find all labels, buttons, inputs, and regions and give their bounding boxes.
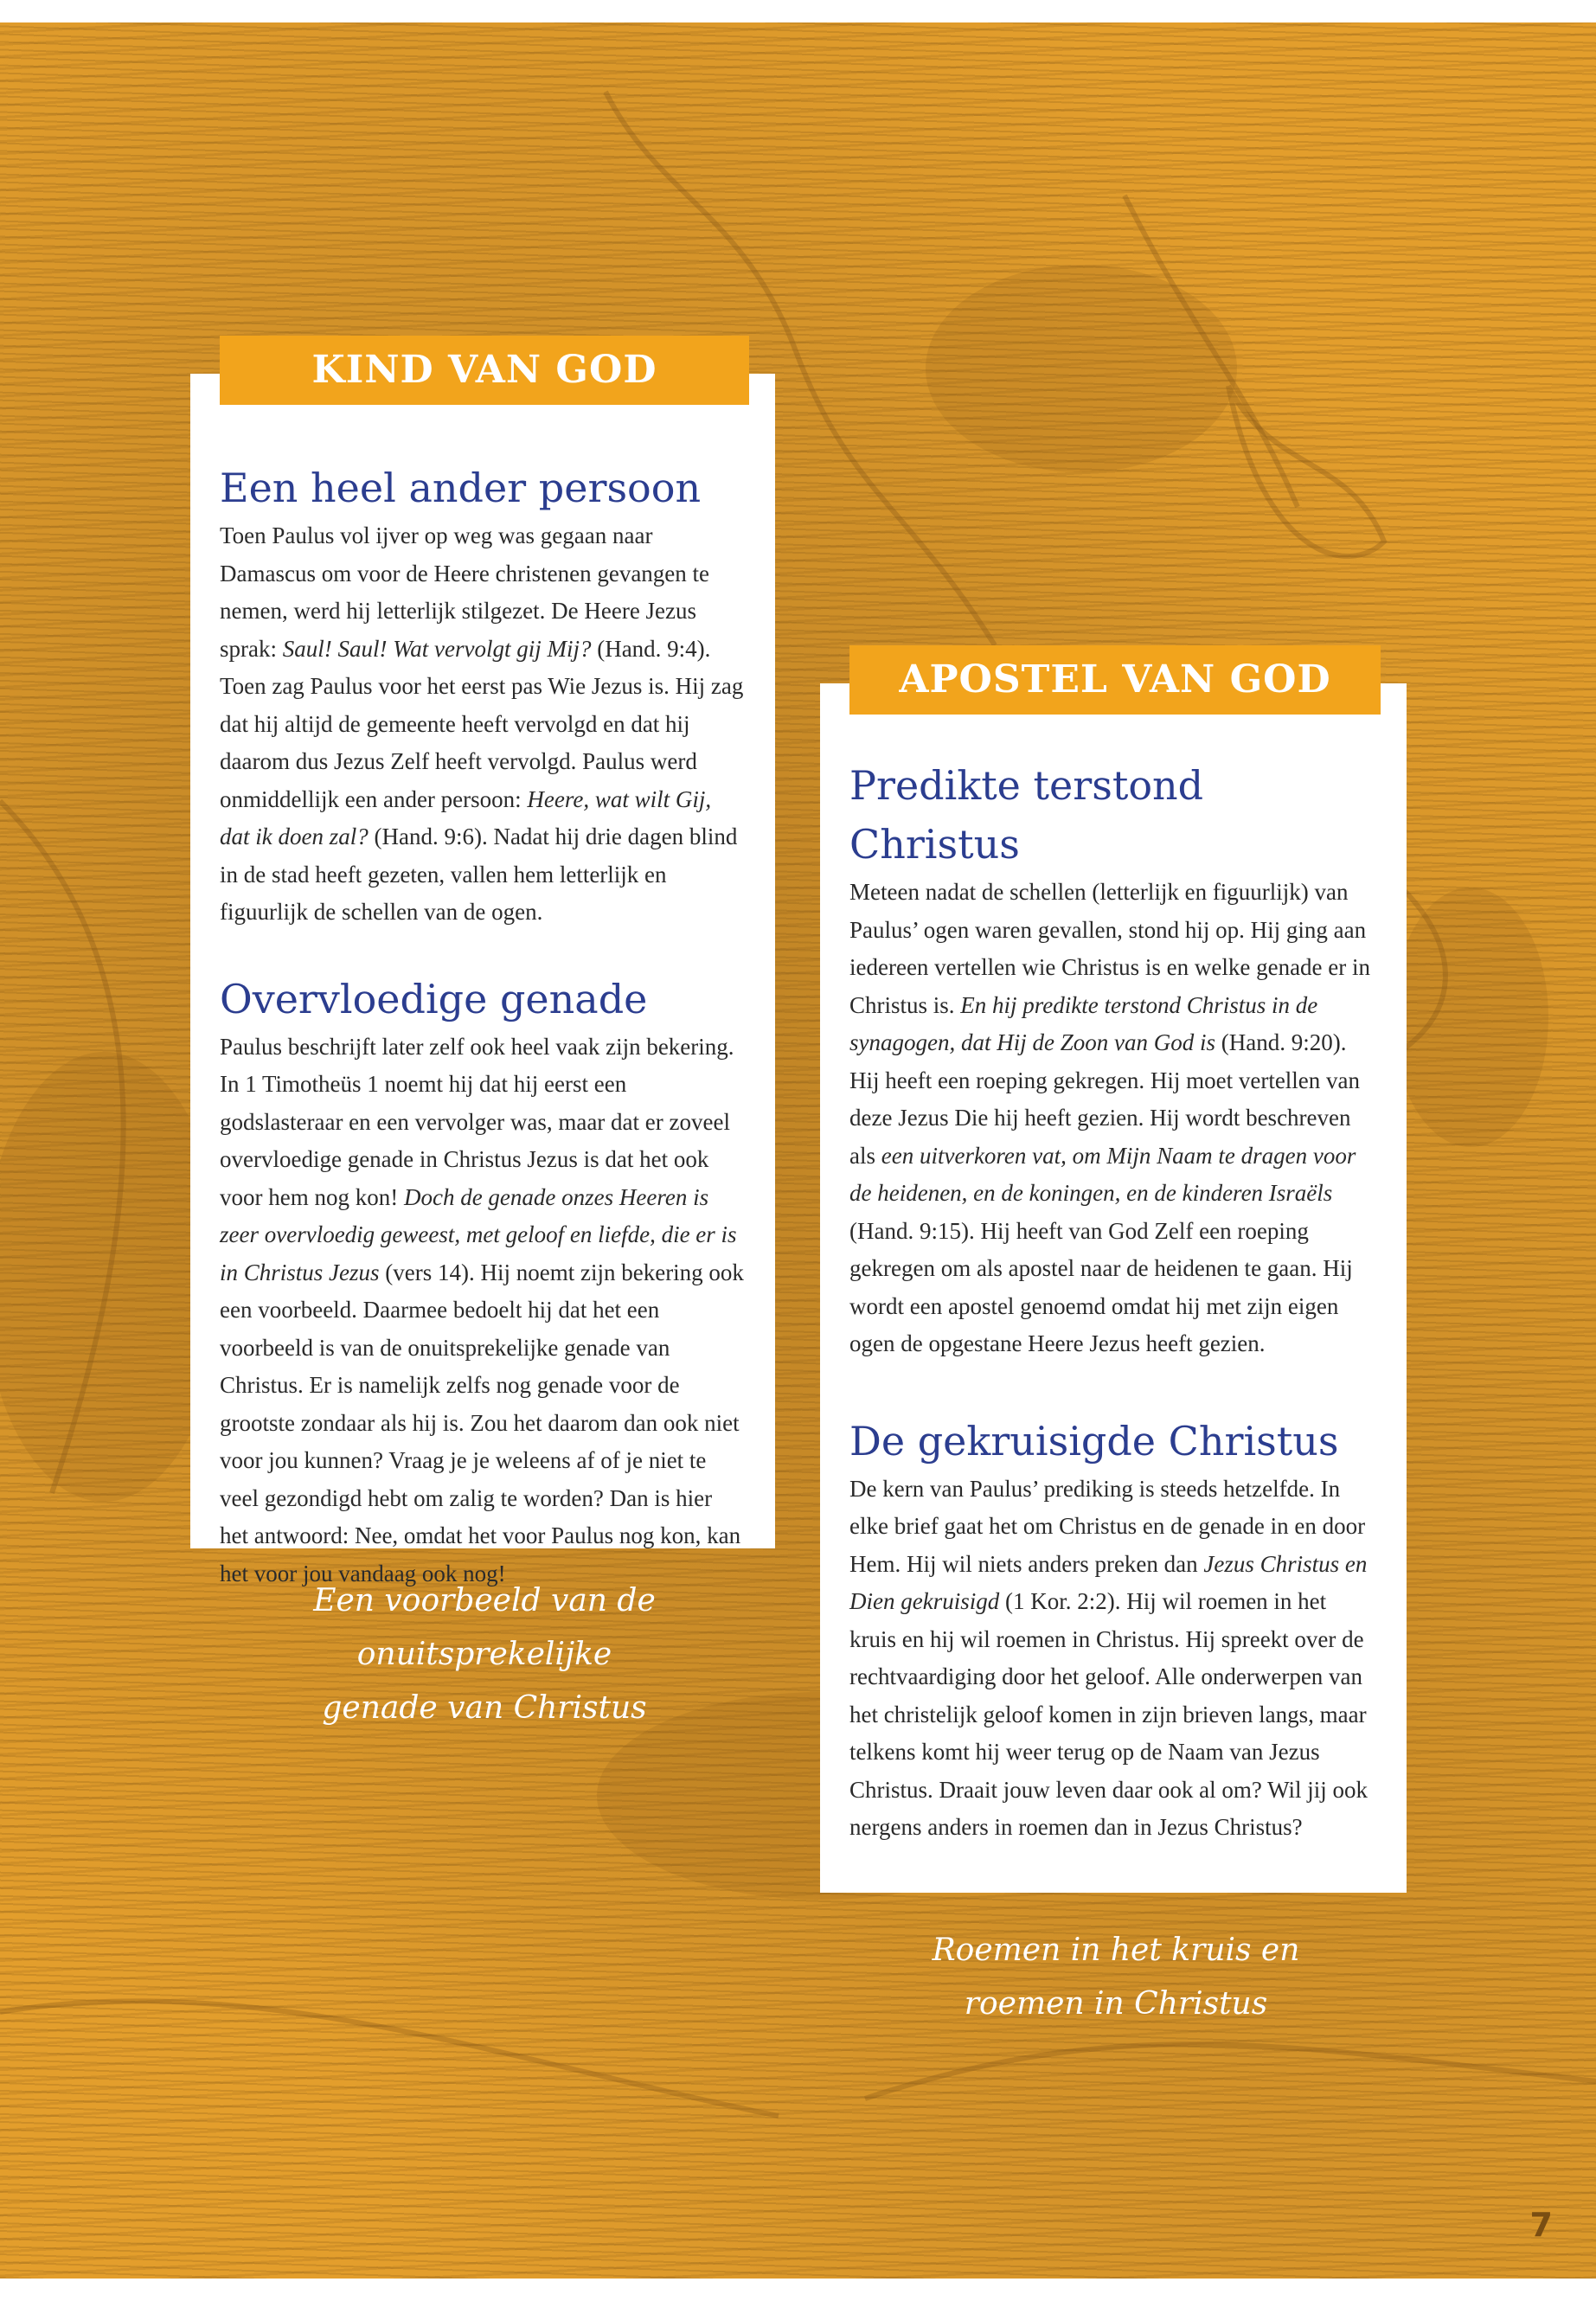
section-body-overvloedige-genade [220, 1029, 746, 1593]
section-heading-overvloedige-genade: Overvloedige genade [220, 975, 648, 1022]
kind-van-god-card [190, 374, 775, 1586]
pull-quote-right [891, 1924, 1341, 2031]
text-run: De kern van Paulus’ prediking is steeds hetzelfde. In elke brief gaat het om Christus en de genade in en door Hem. Hij wil niets anders preken dan [849, 1475, 1366, 1577]
scripture-quote: een uitverkoren vat, om Mijn Naam te dragen voor de heidenen, en de koningen, en de kinderen Israëls [849, 1142, 1356, 1206]
pull-quote-line: genade van Christus [322, 1690, 647, 1726]
scripture-quote: En hij predikte terstond Christus in de synagogen, dat Hij de Zoon van God is [849, 991, 1318, 1055]
scripture-quote: Saul! Saul! Wat vervolgt gij Mij? [282, 635, 592, 662]
pull-quote-line: Roemen in het kruis en [932, 1932, 1300, 1968]
pull-quote-line: onuitsprekelijke [356, 1637, 612, 1672]
scripture-quote: Doch de genade onzes Heeren is zeer overvloedig geweest, met geloof en liefde, die er is in Christus Jezus [220, 1183, 737, 1285]
scripture-quote: Jezus Christus en Dien gekruisigd [849, 1550, 1368, 1614]
section-body-predikte-terstond-christus [849, 874, 1377, 1363]
section-heading-een-heel-ander-persoon: Een heel ander persoon [220, 465, 702, 511]
text-run: Meteen nadat de schellen (letterlijk en figuurlijk) van Paulus’ ogen waren gevallen, stond hij op. Hij ging aan iedereen vertellen wie Christus is en welke genade er in Christus is. [849, 879, 1371, 1018]
section-body-een-heel-ander-persoon [220, 517, 746, 932]
text-run: (1 Kor. 2:2). Hij wil roemen in het kruis en hij wil roemen in Christus. Hij spreekt over de rechtvaardiging door het geloof. Alle onderwerpen van het christelijk geloof komen in zijn brieven langs, maar telkens komt hij weer terug op de Naam van Jezus Christus. Draait jouw leven daar ook al om? Wil jij ook nergens anders in roemen dan in Jezus Christus? [849, 1588, 1368, 1840]
tab-kind-van-god: KIND VAN GOD [220, 336, 749, 405]
section-body-de-gekruisigde-christus [849, 1471, 1377, 1847]
scripture-quote: Heere, wat wilt Gij, dat ik doen zal? [220, 785, 712, 849]
text-run: Toen Paulus vol ijver op weg was gegaan naar Damascus om voor de Heere christenen gevangen te nemen, werd hij letterlijk stilgezet. De Heere Jezus sprak: [220, 522, 710, 662]
apostel-van-god-card [820, 683, 1407, 1893]
section-heading-predikte-terstond-christus: Predikte terstond Christus [849, 762, 1204, 868]
tab-apostel-van-god: APOSTEL VAN GOD [849, 645, 1381, 715]
text-run: (Hand. 9:4). Toen zag Paulus voor het eerst pas Wie Jezus is. Hij zag dat hij altijd de gemeente heeft vervolgd en dat hij daarom dus Jezus Zelf heeft vervolgd. Paulus werd onmiddellijk een ander persoon: [220, 635, 744, 812]
pull-quote-line: Een voorbeeld van de [313, 1583, 656, 1618]
text-run: (vers 14). Hij noemt zijn bekering ook een voorbeeld. Daarmee bedoelt hij dat het een voorbeeld is van de onuitsprekelijke genade van Christus. Er is namelijk zelfs nog genade voor de grootste zondaar als hij is. Zou het daarom dan ook niet voor jou kunnen? Vraag je je weleens af of je niet te veel gezondigd hebt om zalig te worden? Dan is hier het antwoord: Nee, omdat het voor Paulus nog kon, kan het voor jou vandaag ook nog! [220, 1259, 744, 1586]
text-run: Paulus beschrijft later zelf ook heel vaak zijn bekering. In 1 Timotheüs 1 noemt hij dat hij eerst een godslasteraar en een vervolger was, maar dat er zoveel overvloedige genade in Christus Jezus is dat het ook voor hem nog kon! [220, 1033, 734, 1210]
text-run: (Hand. 9:20). Hij heeft een roeping gekregen. Hij moet vertellen van deze Jezus Die hij heeft gezien. Hij wordt beschreven als [849, 1029, 1361, 1169]
text-run: (Hand. 9:6). Nadat hij drie dagen blind in de stad heeft gezeten, vallen hem letterlijk en figuurlijk de schellen van de ogen. [220, 824, 738, 925]
page-number: 7 [1529, 2206, 1553, 2244]
section-heading-de-gekruisigde-christus: De gekruisigde Christus [849, 1417, 1339, 1465]
pull-quote-line: roemen in Christus [964, 1986, 1268, 2022]
text-run: (Hand. 9:15). Hij heeft van God Zelf een roeping gekregen om als apostel naar de heidenen te gaan. Hij wordt een apostel genoemd omdat hij met zijn eigen ogen de opgestane Heere Jezus heeft gezien. [849, 1217, 1353, 1356]
pull-quote-left [260, 1574, 709, 1735]
